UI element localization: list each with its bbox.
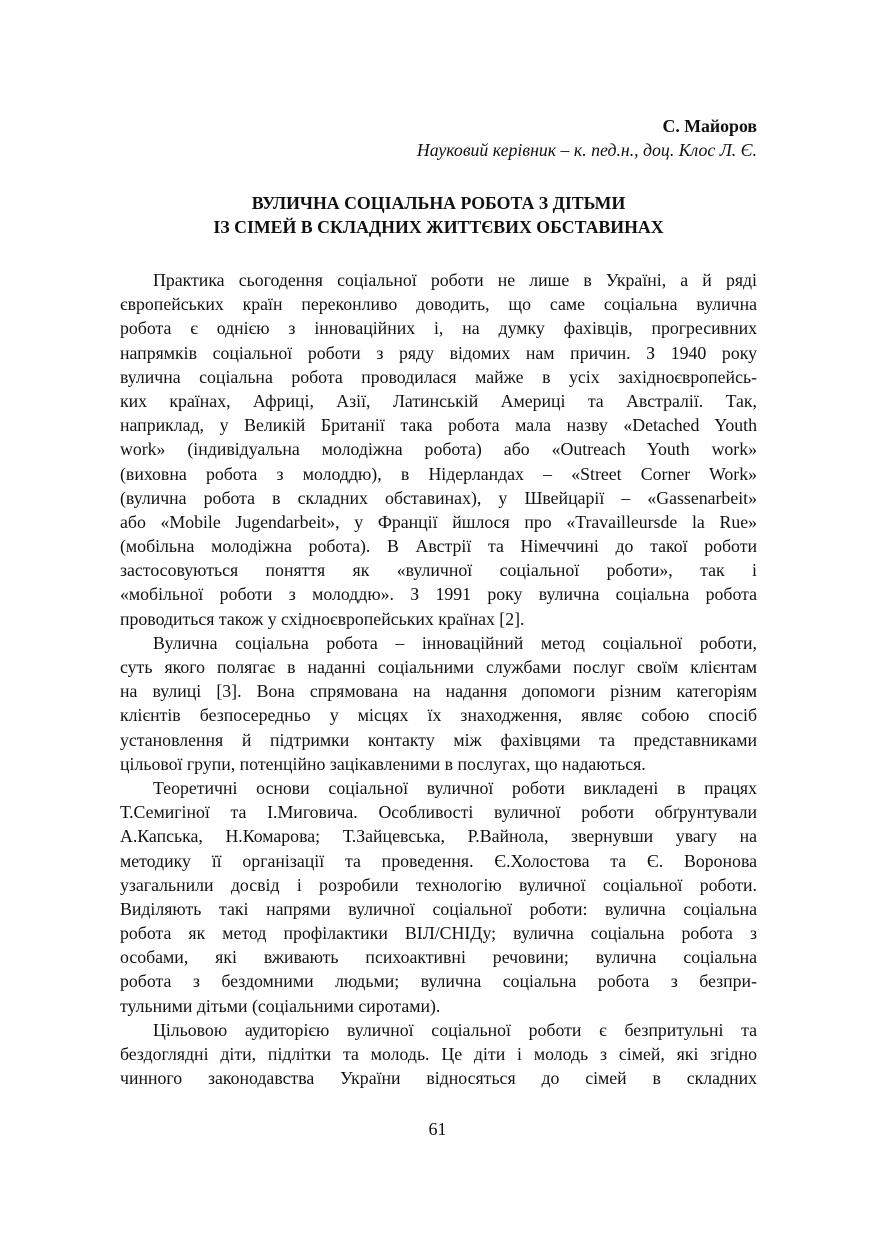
text-line: клієнтів безпосередньо у місцях їх знаходження, являє собою спосіб <box>120 705 757 726</box>
text-line: на вулиці [3]. Вона спрямована на надання допомоги різним категоріям <box>120 681 757 702</box>
title-line: ІЗ СІМЕЙ В СКЛАДНИХ ЖИТТЄВИХ ОБСТАВИНАХ <box>213 217 664 237</box>
text-line: (мобільна молодіжна робота). В Австрії та Німеччині до такої роботи <box>120 536 757 557</box>
text-line: застосовуються поняття як «вуличної соціальної роботи», так і <box>120 560 757 581</box>
text-line: Вулична соціальна робота – інноваційний метод соціальної роботи, <box>153 632 757 653</box>
text-line: методику її організації та проведення. Є.Холостова та Є. Воронова <box>120 850 757 871</box>
text-line: проводиться також у східноєвропейських країнах [2]. <box>120 608 525 629</box>
article-body <box>120 268 757 1090</box>
text-line: особами, які вживають психоактивні речовини; вулична соціальна <box>120 947 757 968</box>
text-line: Виділяють такі напрями вуличної соціальної роботи: вулична соціальна <box>120 898 757 919</box>
text-line: робота є однією з інноваційних і, на думку фахівців, прогресивних <box>120 318 757 339</box>
text-line: Практика сьогодення соціальної роботи не лише в Україні, а й ряді <box>153 270 757 290</box>
text-line: Теоретичні основи соціальної вуличної роботи викладені в працях <box>153 777 757 798</box>
text-line: тульними дітьми (соціальними сиротами). <box>120 995 441 1016</box>
title-line: ВУЛИЧНА СОЦІАЛЬНА РОБОТА З ДІТЬМИ <box>251 193 626 213</box>
text-line: цільової групи, потенційно зацікавленими в послугах, що надаються. <box>120 753 646 774</box>
text-line: Цільовою аудиторією вуличної соціальної роботи є безпритульні та <box>153 1019 757 1040</box>
page-number: 61 <box>428 1119 447 1139</box>
text-line: узагальнили досвід і розробили технологію вуличної соціальної роботи. <box>120 874 757 895</box>
advisor-line: Науковий керівник – к. пед.н., доц. Клос Л. Є. <box>416 140 757 160</box>
text-line: робота як метод профілактики ВІЛ/СНІДу; вулична соціальна робота з <box>120 923 757 944</box>
text-line: установлення й підтримки контакту між фахівцями та представниками <box>120 729 757 750</box>
text-line: (вулична робота в складних обставинах), у Швейцарії – «Gassenarbeit» <box>120 487 757 508</box>
page <box>120 114 757 1090</box>
text-line: чинного законодавства України відносяться до сімей в складних <box>120 1068 757 1089</box>
author-name: С. Майоров <box>662 116 757 136</box>
article-title <box>120 191 757 239</box>
text-line: вулична соціальна робота проводилася майже в усіх західноєвропейсь- <box>120 366 757 387</box>
text-line: європейських країн переконливо доводить, що саме соціальна вулична <box>120 294 757 315</box>
text-line: або «Mobile Jugendarbeit», у Франції йшлося про «Travailleursde la Rue» <box>120 511 757 532</box>
text-line: ких країнах, Африці, Азії, Латинській Америці та Австралії. Так, <box>120 390 757 411</box>
text-line: наприклад, у Великій Британії така робота мала назву «Detached Youth <box>120 415 757 436</box>
text-line: «мобільної роботи з молоддю». З 1991 року вулична соціальна робота <box>120 584 757 605</box>
text-line: work» (індивідуальна молодіжна робота) або «Outreach Youth work» <box>120 439 757 460</box>
text-line: бездоглядні діти, підлітки та молодь. Це діти і молодь з сімей, які згідно <box>120 1044 757 1064</box>
text-line: Т.Семигіної та І.Миговича. Особливості вуличної роботи обґрунтували <box>120 802 757 823</box>
text-line: суть якого полягає в наданні соціальними службами послуг своїм клієнтам <box>120 657 757 677</box>
text-line: напрямків соціальної роботи з ряду відомих нам причин. З 1940 року <box>120 342 757 363</box>
text-line: А.Капська, Н.Комарова; Т.Зайцевська, Р.Вайнола, звернувши увагу на <box>120 826 757 847</box>
text-line: робота з бездомними людьми; вулична соціальна робота з безпри- <box>120 971 757 992</box>
text-line: (виховна робота з молоддю), в Нідерландах – «Street Corner Work» <box>120 463 757 484</box>
